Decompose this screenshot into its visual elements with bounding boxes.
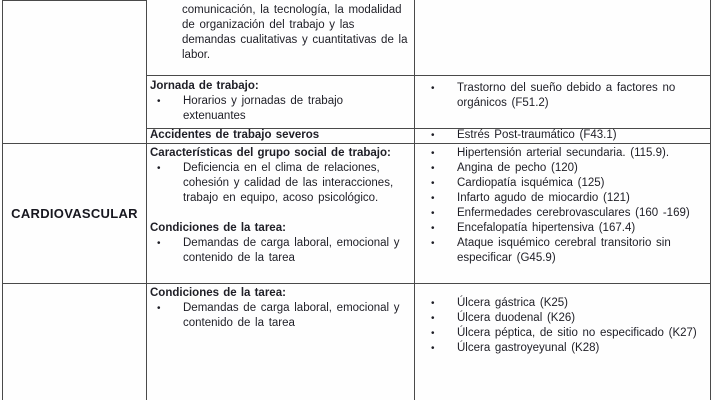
bullet-icon: • <box>431 148 435 159</box>
disease-item <box>424 146 706 161</box>
factor-cell-row2 <box>146 79 414 128</box>
bullet-icon: • <box>431 223 435 234</box>
factor-heading: Características del grupo social de trabajo: <box>150 147 391 159</box>
table-rule-row1 <box>146 75 711 76</box>
disease-text: Hipertensión arterial secundaria. (115.9). <box>457 147 670 159</box>
disease-item <box>424 206 706 221</box>
bullet-icon: • <box>431 328 435 339</box>
category-label: CARDIOVASCULAR <box>11 206 138 221</box>
category-cell <box>3 144 146 283</box>
table-border-right <box>710 0 711 400</box>
disease-item <box>424 81 706 111</box>
factor-item <box>150 161 410 206</box>
disease-text: Úlcera duodenal (K26) <box>457 312 576 324</box>
disease-text: Ataque isquémico cerebral transitorio sin especificar (G45.9) <box>457 237 671 264</box>
factor-text: Demandas de carga laboral, emocional y contenido de la tarea <box>183 302 400 329</box>
disease-text: Cardiopatía isquémica (125) <box>457 177 605 189</box>
bullet-icon: • <box>157 163 161 174</box>
bullet-icon: • <box>431 343 435 354</box>
disease-item <box>424 221 706 236</box>
disease-text: Angina de pecho (120) <box>457 162 578 174</box>
disease-text: Enfermedades cerebrovasculares (160 -169) <box>457 207 690 219</box>
factor-item <box>150 301 410 331</box>
disease-item <box>424 129 706 142</box>
factor-cell-row3 <box>146 129 414 143</box>
bullet-icon: • <box>157 96 161 107</box>
disease-text: Encefalopatía hipertensiva (167.4) <box>457 222 636 234</box>
factor-cell-row5 <box>146 286 414 400</box>
disease-item <box>424 176 706 191</box>
disease-item <box>424 296 706 311</box>
disease-text: Infarto agudo de miocardio (121) <box>457 192 630 204</box>
factor-heading: Accidentes de trabajo severos <box>150 129 320 141</box>
bullet-icon: • <box>431 178 435 189</box>
disease-cell-row3 <box>414 129 710 143</box>
disease-item <box>424 311 706 326</box>
factor-cell-row1 <box>146 3 414 75</box>
disease-text: Trastorno del sueño debido a factores no orgánicos (F51.2) <box>457 82 676 109</box>
disease-cell-row5 <box>414 296 710 400</box>
bullet-icon: • <box>157 303 161 314</box>
factor-text: Deficiencia en el clima de relaciones, cohesión y calidad de las interacciones, trabajo en equipo, acoso psicológico. <box>183 162 394 204</box>
factor-item <box>150 94 410 124</box>
disease-item <box>424 236 706 266</box>
bullet-icon: • <box>431 238 435 249</box>
table-rule-row4 <box>2 283 711 284</box>
factor-heading: Condiciones de la tarea: <box>150 287 286 299</box>
disease-text: Úlcera gastroyeyunal (K28) <box>457 342 600 354</box>
table-rule-top-left <box>2 0 147 1</box>
disease-item <box>424 191 706 206</box>
factor-text: Horarios y jornadas de trabajo extenuantes <box>183 95 344 122</box>
factor-heading: Jornada de trabajo: <box>150 80 259 92</box>
disease-cell-row4 <box>414 146 710 283</box>
bullet-icon: • <box>431 193 435 204</box>
disease-item <box>424 326 706 341</box>
factor-continuation-text: comunicación, la tecnología, la modalidad de organización del trabajo y las demandas cualitativas y cuantitativas de la labor. <box>182 4 408 61</box>
bullet-icon: • <box>157 238 161 249</box>
factor-item <box>150 236 410 266</box>
disease-text: Úlcera péptica, de sitio no especificado (K27) <box>457 327 697 339</box>
bullet-icon: • <box>431 163 435 174</box>
bullet-icon: • <box>431 208 435 219</box>
factor-text: Demandas de carga laboral, emocional y contenido de la tarea <box>183 237 400 264</box>
disease-cell-row2 <box>414 81 710 128</box>
factor-cell-row4 <box>146 146 414 283</box>
bullet-icon: • <box>431 83 435 94</box>
disease-item <box>424 341 706 356</box>
spacer <box>150 206 410 221</box>
disease-item <box>424 161 706 176</box>
disease-text: Úlcera gástrica (K25) <box>457 297 569 309</box>
disease-text: Estrés Post-traumático (F43.1) <box>457 129 617 141</box>
bullet-icon: • <box>431 298 435 309</box>
bullet-icon: • <box>431 313 435 324</box>
bullet-icon: • <box>431 130 435 141</box>
factor-heading: Condiciones de la tarea: <box>150 222 286 234</box>
